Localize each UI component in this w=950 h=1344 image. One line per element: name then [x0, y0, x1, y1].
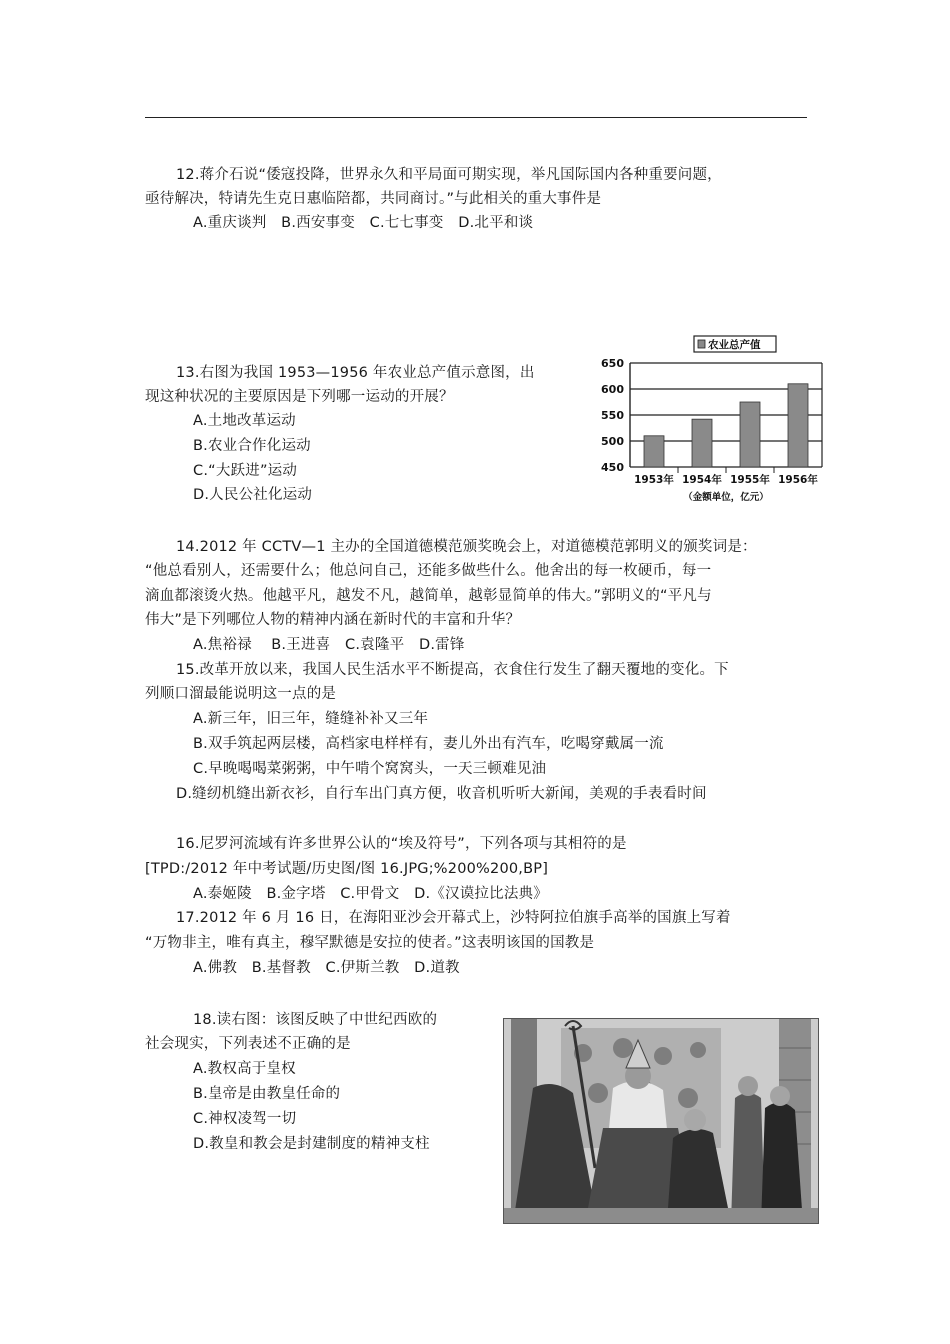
q13-line-1: 13.右图为我国 1953—1956 年农业总产值示意图，出 — [176, 365, 535, 381]
q18-line-1: 18.读右图：该图反映了中世纪西欧的 — [193, 1012, 438, 1028]
chart-bar — [692, 419, 712, 467]
chart-ytick-label: 650 — [601, 357, 624, 370]
q18-option-d: D.教皇和教会是封建制度的精神支柱 — [193, 1136, 430, 1152]
q18-line-2: 社会现实，下列表述不正确的是 — [145, 1036, 351, 1052]
q15-option-d: D.缝纫机缝出新衣衫，自行车出门真方便，收音机听听大新闻，美观的手表看时间 — [176, 786, 707, 802]
q16-image-placeholder: [TPD:/2012 年中考试题/历史图/图 16.JPG;%200%200,BP] — [145, 861, 549, 877]
chart-legend-swatch — [698, 340, 705, 348]
q15-option-b: B.双手筑起两层楼，高档家电样样有，妻儿外出有汽车，吃喝穿戴属一流 — [193, 736, 664, 752]
q13-option-b: B.农业合作化运动 — [193, 438, 311, 454]
chart-xtick-label: 1954年 — [682, 474, 722, 486]
q14-options: A.焦裕禄 B.王进喜 C.袁隆平 D.雷锋 — [193, 637, 465, 653]
chart-xtick-label: 1956年 — [778, 474, 818, 486]
q14-line-4: 伟大”是下列哪位人物的精神内涵在新时代的丰富和升华？ — [145, 612, 521, 628]
chart-ytick-label: 500 — [601, 435, 624, 448]
q13-line-2: 现这种状况的主要原因是下列哪一运动的开展？ — [145, 389, 454, 405]
q18-option-b: B.皇帝是由教皇任命的 — [193, 1086, 341, 1102]
chart-bar — [740, 402, 760, 467]
q18-option-a: A.教权高于皇权 — [193, 1061, 296, 1077]
q12-line-1: 12.蒋介石说“倭寇投降，世界永久和平局面可期实现，举凡国际国内各种重要问题， — [176, 167, 722, 183]
q12-options: A.重庆谈判 B.西安事变 C.七七事变 D.北平和谈 — [193, 215, 534, 231]
chart-ytick-label: 450 — [601, 461, 624, 474]
q14-line-3: 滴血都滚烫火热。他越平凡，越发不凡，越简单，越彰显简单的伟大。”郭明义的“平凡与 — [145, 588, 712, 604]
chart-xtick-label: 1955年 — [730, 474, 770, 486]
q15-option-c: C.早晚喝喝菜粥粥，中午啃个窝窝头，一天三顿难见油 — [193, 761, 547, 777]
chart-ytick-label: 600 — [601, 383, 624, 396]
q15-line-2: 列顺口溜最能说明这一点的是 — [145, 686, 337, 702]
q18-option-c: C.神权凌驾一切 — [193, 1111, 297, 1127]
q14-line-2: “他总看别人，还需要什么；他总问自己，还能多做些什么。他舍出的每一枚硬币，每一 — [145, 563, 712, 579]
chart-unit-note: （金额单位，亿元） — [683, 492, 769, 503]
q17-line-1: 17.2012 年 6 月 16 日，在海阳亚沙会开幕式上，沙特阿拉伯旗手高举的国旗上写着 — [176, 910, 731, 926]
q15-line-1: 15.改革开放以来，我国人民生活水平不断提高，衣食住行发生了翻天覆地的变化。下 — [176, 662, 729, 678]
chart-bar — [644, 436, 664, 467]
q13-option-d: D.人民公社化运动 — [193, 487, 313, 503]
q14-line-1: 14.2012 年 CCTV—1 主办的全国道德模范颁奖晚会上，对道德模范郭明义的颁奖词是： — [176, 539, 757, 555]
chart-legend-label: 农业总产值 — [708, 339, 761, 351]
q16-line-1: 16.尼罗河流域有许多世界公认的“埃及符号”，下列各项与其相符的是 — [176, 836, 627, 852]
q16-options: A.泰姬陵 B.金字塔 C.甲骨文 D.《汉谟拉比法典》 — [193, 886, 548, 902]
q17-line-2: “万物非主，唯有真主，穆罕默德是安拉的使者。”这表明该国的国教是 — [145, 935, 595, 951]
chart-xtick-label: 1953年 — [634, 474, 674, 486]
q12-line-2: 亟待解决，特请先生克日惠临陪都，共同商讨。”与此相关的重大事件是 — [145, 191, 602, 207]
q13-option-a: A.土地改革运动 — [193, 413, 296, 429]
q15-option-a: A.新三年，旧三年，缝缝补补又三年 — [193, 711, 429, 727]
q17-options: A.佛教 B.基督教 C.伊斯兰教 D.道教 — [193, 960, 460, 976]
medieval-coronation-illustration — [503, 1018, 819, 1224]
chart-bar — [788, 384, 808, 467]
header-rule — [145, 117, 807, 118]
agri-output-chart — [594, 330, 830, 510]
q13-option-c: C.“大跃进”运动 — [193, 463, 298, 479]
chart-ytick-label: 550 — [601, 409, 624, 422]
